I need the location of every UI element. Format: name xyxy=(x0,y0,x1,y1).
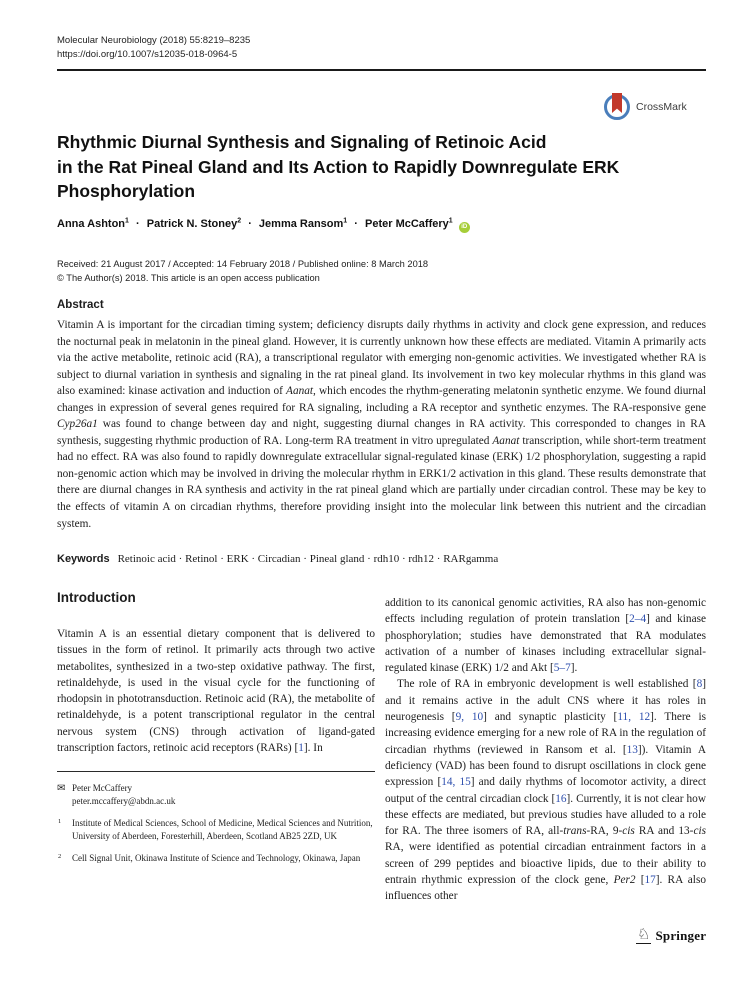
citation-link[interactable]: 14, 15 xyxy=(441,776,471,789)
text-run: Vitamin A is important for the circadian timing system; deficiency disrupts daily rhythms in activity and clock gene expression, and reduces the nocturnal peak in melatonin in the pineal gland. However, it is currently unknown how these effects are mediated. Vitamin A primarily acts via the active metabolite, retinoic acid (RA), a transcriptional regulator with emerging non-genomic activities. We investigated whether RA is subject to diurnal variation in synthesis and signaling in the rat pineal gland. Its involvement in two key molecular rhythms in this gland was also examined: kinase activation and induction of xyxy=(57,319,706,398)
intro-right-column xyxy=(385,595,706,905)
citation-link[interactable]: 17 xyxy=(644,874,656,887)
author: Anna Ashton$^1$ xyxy=(57,217,129,230)
text-run: , which encodes the rhythm-generating melatonin synthetic enzyme. We found diurnal changes in expression of several genes required for RA signaling, including a RA receptor and synthetic enzymes. The RA-responsive gene xyxy=(57,385,706,414)
author: Peter McCaffery$^1$ xyxy=(365,217,453,230)
title-line: Rhythmic Diurnal Synthesis and Signaling of Retinoic Acid xyxy=(57,132,547,152)
corresponding-author-email[interactable]: peter.mccaffery@abdn.ac.uk xyxy=(72,796,176,806)
abstract-heading: Abstract xyxy=(57,299,104,311)
page-title xyxy=(57,130,717,204)
text-run: ]. xyxy=(570,662,578,675)
envelope-icon: ✉ xyxy=(57,783,66,794)
crossmark-ribbon-icon xyxy=(612,93,622,113)
citation-link[interactable]: 1 xyxy=(298,742,304,755)
text-run: ] and kinase phosphorylation; studies have demonstrated that RA modulates activation of a number of kinases including extracellular signal-regulated kinase (ERK) 1/2 and Akt [ xyxy=(385,613,706,675)
text-run: ]. RA also influences other xyxy=(385,874,706,903)
italic-term: trans xyxy=(563,825,587,838)
italic-term: cis xyxy=(622,825,635,838)
dates-line: Received: 21 August 2017 / Accepted: 14 February 2018 / Published online: 8 March 2018 xyxy=(57,259,429,269)
citation-link[interactable]: 9, 10 xyxy=(455,711,484,724)
footnotes xyxy=(57,782,382,874)
citation-link[interactable]: 11, 12 xyxy=(617,711,651,724)
text-run: ] and daily rhythms of locomotor activity, a direct output of the central circadian clock [ xyxy=(385,776,706,805)
abstract-text xyxy=(57,317,706,532)
text-run: RA and 13- xyxy=(634,825,694,838)
text-run: ]. There is increasing evidence emerging for a new role of RA in the regulation of circadian rhythms (reviewed in Ransom et al. [ xyxy=(385,711,707,756)
text-run: ]). Vitamin A deficiency (VAD) has been found to disrupt oscillations in clock gene expression [ xyxy=(385,743,706,789)
title-line: in the Rat Pineal Gland and Its Action to Rapidly Downregulate ERK xyxy=(57,156,620,177)
publication-history xyxy=(57,258,706,285)
italic-term: Aanat xyxy=(286,385,314,398)
author: Jemma Ransom$^1$ xyxy=(258,217,348,230)
text-run: RA, were identified as potential circadian entrainment factors in a screen of 299 peptides and bioactive lipids, due to their ability to entrain rhythmic expression of the clock gene, xyxy=(385,841,706,887)
journal-citation-line: Molecular Neurobiology (2018) 55:8219–8235 xyxy=(57,35,251,46)
text-run: ] and synaptic plasticity [ xyxy=(483,711,618,724)
springer-horse-icon: ♘ xyxy=(637,926,651,943)
author: Patrick N. Stoney$^2$ xyxy=(146,217,242,230)
section-heading-introduction: Introduction xyxy=(57,590,136,605)
correspondence-note xyxy=(57,782,382,808)
affiliation-text: Institute of Medical Sciences, School of Medicine, Medical Sciences and Nutrition, University of Aberdeen, Foresterhill, Aberdeen, Scotland AB25 2ZD, UK xyxy=(72,818,373,841)
italic-term: cis xyxy=(693,825,707,838)
intro-left-column xyxy=(57,626,375,756)
text-run: addition to its canonical genomic activities, RA also has non-genomic effects including regulation of protein translation [ xyxy=(385,597,706,626)
author-separator: · xyxy=(136,217,140,230)
author-separator: · xyxy=(354,217,358,230)
copyright-line: © The Author(s) 2018. This article is an open access publication xyxy=(57,272,320,283)
keywords-list: Retinoic acid · Retinol · ERK · Circadian · Pineal gland · rdh10 · rdh12 · RARgamma xyxy=(117,553,499,565)
italic-term: Per2 xyxy=(613,874,636,887)
doi-link[interactable]: https://doi.org/10.1007/s12035-018-0964-5 xyxy=(57,49,238,60)
author-list xyxy=(57,217,706,233)
crossmark-label: CrossMark xyxy=(636,101,687,113)
citation-link[interactable]: 8 xyxy=(696,678,703,691)
text-run: -RA, 9- xyxy=(586,825,623,838)
italic-term: Aanat xyxy=(492,434,520,447)
affiliation xyxy=(57,817,382,843)
affiliation-number: 2 xyxy=(58,853,62,860)
paragraph xyxy=(385,595,706,676)
citation-link[interactable]: 16 xyxy=(555,792,567,805)
crossmark-badge[interactable] xyxy=(604,90,706,124)
citation-link[interactable]: 5–7 xyxy=(553,662,571,675)
header-divider xyxy=(57,69,706,71)
citation-link[interactable]: 2–4 xyxy=(629,613,647,626)
footnote-divider xyxy=(57,771,375,772)
affiliation xyxy=(57,852,382,865)
text-run: ] and it remains active in the adult CNS where it has roles in neurogenesis [ xyxy=(385,678,706,724)
orcid-icon[interactable]: iD xyxy=(459,222,470,233)
text-run: ]. Currently, it is not clear how these effects are mediated, but previous studies have alluded to a role for RA. The three isomers of RA, all- xyxy=(385,792,706,838)
keywords-label: Keywords xyxy=(57,553,110,565)
paragraph xyxy=(385,676,706,904)
title-line: Phosphorylation xyxy=(57,181,196,201)
text-run: was found to change between day and night, suggesting diurnal changes in RA activity. This corresponded to changes in RA synthesis, suggesting rhythmic production of RA. Long-term RA treatment in vitro upregulated xyxy=(57,418,706,447)
text-run: ]. In xyxy=(303,742,323,755)
text-run: The role of RA in embryonic development is well established [ xyxy=(397,678,697,691)
text-run: [ xyxy=(635,874,645,887)
text-run: transcription, while short-term treatment had no effect. RA was also found to rapidly downregulate extracellular signal-regulated kinase (ERK) 1/2 phosphorylation, suggesting a rapid non-genomic action which may be involved in driving the molecular rhythm in ERK1/2 activation in this gland. These results demonstrate that there are diurnal changes in RA synthesis and activity in the rat pineal gland which are partially under circadian control. These may be key to the effects of vitamin A on circadian rhythms, therefore providing insight into the molecular link between this nutrient and the circadian system. xyxy=(57,434,707,530)
keywords-line xyxy=(57,553,706,565)
crossmark-icon xyxy=(604,94,630,120)
page-header xyxy=(57,34,250,62)
italic-term: Cyp26a1 xyxy=(57,418,98,431)
citation-link[interactable]: 13 xyxy=(626,743,638,756)
corresponding-author-name: Peter McCaffery xyxy=(72,783,133,793)
springer-label: Springer xyxy=(655,927,707,943)
text-run: Vitamin A is an essential dietary component that is delivered to tissues in the form of retinol. It primarily acts through two active metabolites, synthesized in a two-step oxidative pathway. The first, retinaldehyde, is used in the visual cycle for the functioning of rhodopsin in phototransduction. Retinoic acid (RA), the metabolite of retinaldehyde, is a potent transcriptional regulator in the central nervous system (CNS) through activation of ligand-gated transcription factors, retinoic acid receptors (RARs) [ xyxy=(57,628,375,755)
author-separator: · xyxy=(248,217,252,230)
springer-logo xyxy=(636,927,706,944)
affiliation-text: Cell Signal Unit, Okinawa Institute of Science and Technology, Okinawa, Japan xyxy=(72,853,361,863)
affiliation-number: 1 xyxy=(58,818,62,825)
